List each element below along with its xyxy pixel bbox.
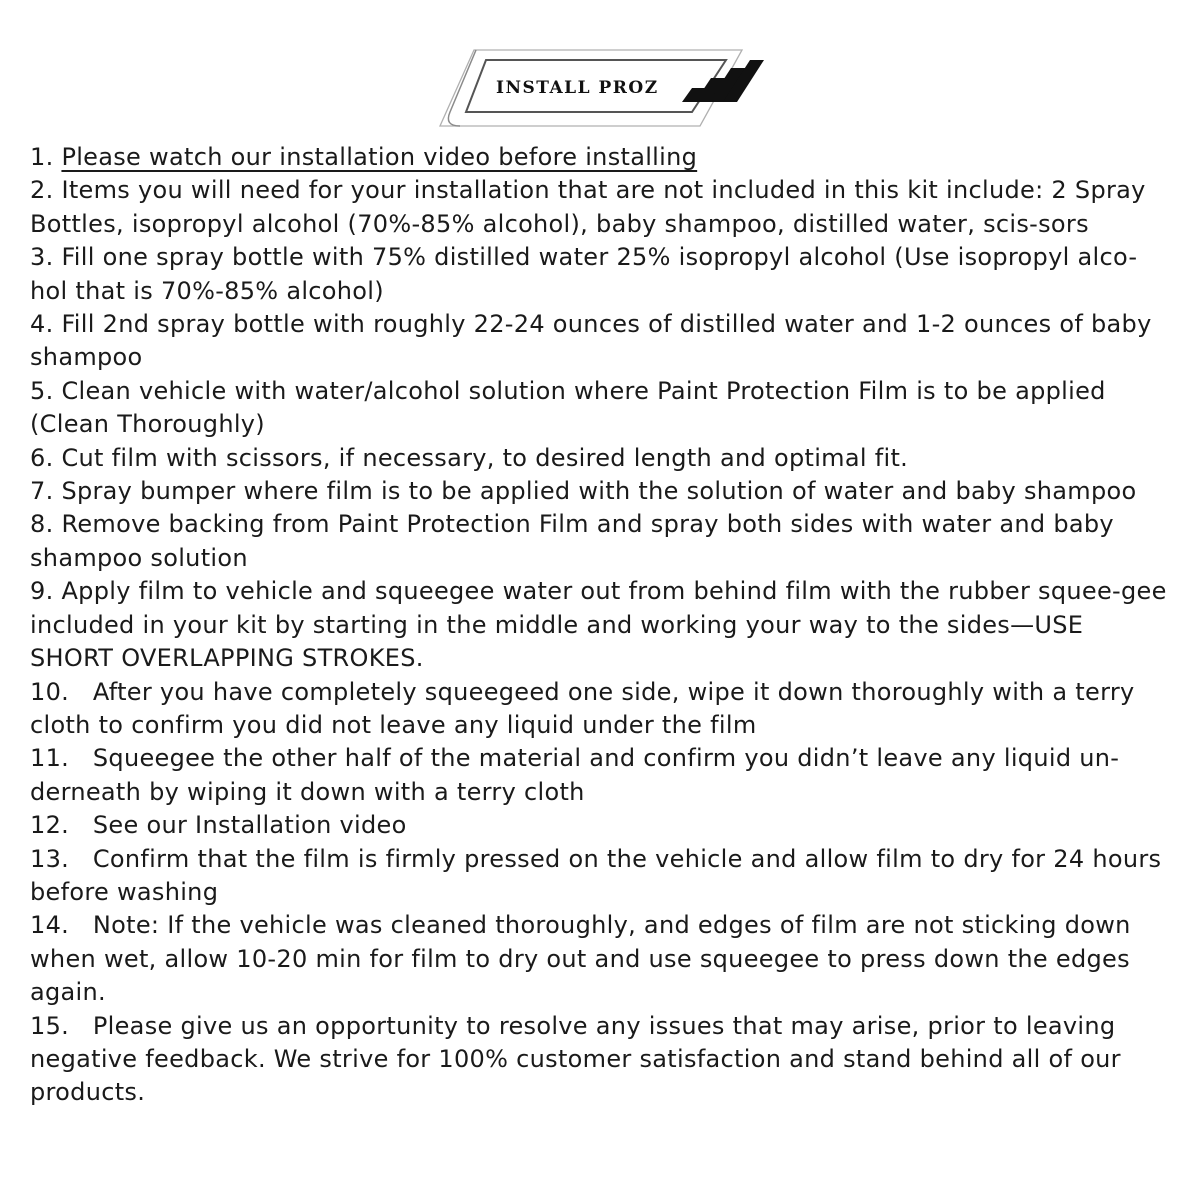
instruction-item xyxy=(30,575,1170,675)
instruction-item xyxy=(30,241,1170,308)
item-text: Cut film with scissors, if necessary, to desired length and optimal fit. xyxy=(61,443,909,472)
installation-instructions xyxy=(30,141,1170,1110)
instruction-item xyxy=(30,475,1170,508)
item-number: 13. xyxy=(30,844,70,873)
item-text: Confirm that the film is firmly pressed on the vehicle and allow film to dry for 24 hours before washing xyxy=(30,844,1162,906)
instruction-item xyxy=(30,809,1170,842)
item-number: 11. xyxy=(30,744,70,773)
item-text: Fill one spray bottle with 75% distilled water 25% isopropyl alcohol (Use isopropyl alco-hol that is 70%-85% alcohol) xyxy=(30,243,1138,305)
item-number: 4. xyxy=(30,310,54,339)
instruction-item xyxy=(30,375,1170,442)
item-number: 5. xyxy=(30,376,54,405)
item-text: After you have completely squeegeed one side, wipe it down thoroughly with a terry cloth to confirm you did not leave any liquid under the film xyxy=(30,677,1135,739)
item-number: 6. xyxy=(30,443,54,472)
item-number: 9. xyxy=(30,577,54,606)
instruction-item xyxy=(30,1010,1170,1110)
instruction-item xyxy=(30,174,1170,241)
item-text: Clean vehicle with water/alcohol solution where Paint Protection Film is to be applied (Clean Thoroughly) xyxy=(30,376,1106,439)
instruction-item xyxy=(30,843,1170,910)
instruction-item xyxy=(30,442,1170,475)
item-text: Note: If the vehicle was cleaned thoroughly, and edges of film are not sticking down when wet, allow 10-20 min for film to dry out and use squeegee to press down the edges again. xyxy=(30,911,1131,1007)
item-number: 12. xyxy=(30,811,70,840)
instruction-item xyxy=(30,308,1170,375)
instruction-item xyxy=(30,742,1170,809)
item-number: 1. xyxy=(30,143,54,171)
install-proz-logo xyxy=(430,42,780,134)
instruction-item xyxy=(30,909,1170,1009)
item-text: Please give us an opportunity to resolve any issues that may arise, prior to leaving negative feedback. We strive for 100% customer satisfaction and stand behind all of our products. xyxy=(30,1011,1121,1107)
item-text: Fill 2nd spray bottle with roughly 22-24 ounces of distilled water and 1-2 ounces of baby shampoo xyxy=(30,310,1152,372)
item-number: 15. xyxy=(30,1011,70,1040)
item-number: 14. xyxy=(30,911,70,940)
item-number: 8. xyxy=(30,510,54,539)
item-text: Remove backing from Paint Protection Film and spray both sides with water and baby shampoo solution xyxy=(30,510,1114,572)
item-text: Squeegee the other half of the material and confirm you didn’t leave any liquid un-derneath by wiping it down with a terry cloth xyxy=(30,744,1120,806)
item-text: See our Installation video xyxy=(92,811,407,840)
item-number: 2. xyxy=(30,176,54,205)
instruction-item xyxy=(30,141,1170,174)
item-text: Apply film to vehicle and squeegee water out from behind film with the rubber squee-gee included in your kit by starting in the middle and working your way to the sides—USE SHORT OVERLAPPING STROKES. xyxy=(30,577,1167,673)
item-number: 7. xyxy=(30,477,54,506)
instruction-item xyxy=(30,676,1170,743)
item-number: 10. xyxy=(30,677,70,706)
logo-wordmark: INSTALL PROZ xyxy=(496,78,659,98)
item-number: 3. xyxy=(30,243,54,272)
item-text: Items you will need for your installation that are not included in this kit include: 2 Spray Bottles, isopropyl alcohol (70%-85% alcohol), baby shampoo, distilled water, scis-sors xyxy=(30,176,1146,238)
item-text: Spray bumper where film is to be applied with the solution of water and baby shampoo xyxy=(61,477,1137,506)
instruction-item xyxy=(30,508,1170,575)
item-text: Please watch our installation video before installing xyxy=(61,143,698,171)
